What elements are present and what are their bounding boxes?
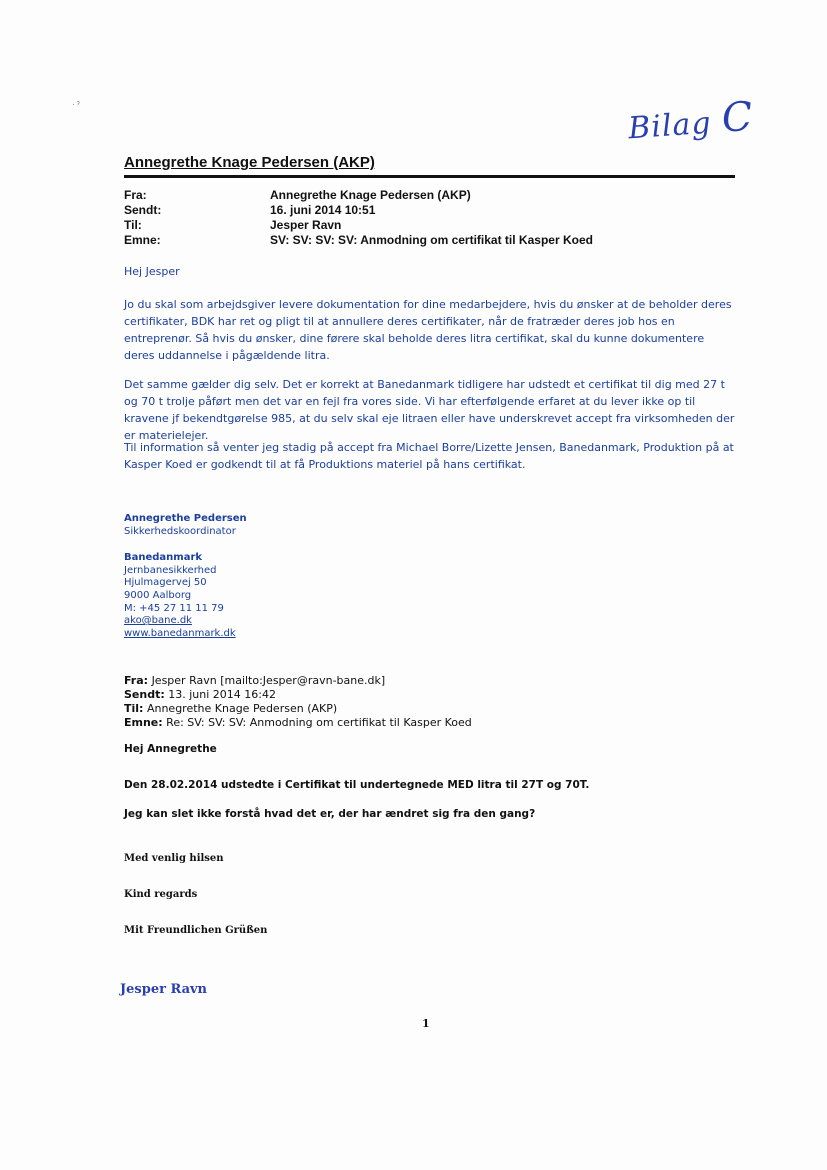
body-paragraph-3 — [124, 439, 736, 473]
fwd-line-1: Den 28.02.2014 udstedte i Certifikat til undertegnede MED litra til 27T og 70T. — [124, 779, 590, 791]
forwarded-meta — [124, 674, 472, 730]
fwd-from-value: Jesper Ravn [mailto:Jesper@ravn-bane.dk] — [151, 674, 386, 687]
fwd-closing-1: Med venlig hilsen — [124, 853, 224, 864]
signature-dept: Jernbanesikkerhed — [124, 564, 217, 576]
from-value: Annegrethe Knage Pedersen (AKP) — [270, 188, 471, 202]
greeting-text: Hej Jesper — [124, 265, 180, 278]
signature-name: Annegrethe Pedersen — [124, 513, 247, 524]
subject-value: SV: SV: SV: SV: Anmodning om certifikat til Kasper Koed — [270, 233, 593, 247]
fwd-closing-2: Kind regards — [124, 889, 198, 900]
to-label: Til: — [124, 218, 142, 232]
sent-value: 16. juni 2014 10:51 — [270, 203, 376, 217]
signature-city: 9000 Aalborg — [124, 589, 192, 601]
stamp-text: Bilag — [627, 105, 713, 147]
page-number: 1 — [422, 1017, 430, 1030]
fwd-greeting: Hej Annegrethe — [124, 743, 217, 755]
body-greeting — [124, 263, 744, 280]
body-paragraph-1 — [124, 296, 736, 364]
signature-org: Banedanmark — [124, 552, 203, 564]
signature-mobile: M: +45 27 11 11 79 — [124, 602, 224, 614]
fwd-from-label: Fra: — [124, 674, 149, 687]
signature-block — [124, 513, 247, 640]
fwd-subject-label: Emne: — [124, 716, 163, 729]
fwd-subject-value: Re: SV: SV: SV: Anmodning om certifikat til Kasper Koed — [166, 716, 472, 729]
fwd-to-value: Annegrethe Knage Pedersen (AKP) — [146, 702, 338, 715]
fwd-sent-value: 13. juni 2014 16:42 — [168, 688, 276, 701]
fwd-line-2: Jeg kan slet ikke forstå hvad det er, der har ændret sig fra den gang? — [124, 808, 536, 820]
sent-label: Sendt: — [124, 203, 162, 217]
bilag-stamp — [627, 94, 755, 149]
to-value: Jesper Ravn — [270, 218, 342, 232]
signature-street: Hjulmagervej 50 — [124, 577, 207, 589]
header-sender-name: Annegrethe Knage Pedersen (AKP) — [124, 154, 375, 171]
fwd-sent-label: Sendt: — [124, 688, 165, 701]
scan-specks: · ˀ — [72, 100, 80, 109]
paragraph-2-text: Det samme gælder dig selv. Det er korrekt at Banedanmark tidligere har udstedt et certifikat til dig med 27 t og 70 t trolje påført men det var en fejl fra vores side. Vi har efterfølgende erfaret at du lever ikke op til kravene jf bekendtgørelse 985, at du selv skal eje litraen eller have underskrevet accept fra virksomheden der er materielejer. — [124, 378, 735, 442]
subject-label: Emne: — [124, 233, 161, 247]
email-meta — [124, 188, 593, 248]
signature-web-link[interactable]: www.banedanmark.dk — [124, 627, 236, 639]
paragraph-3-text: Til information så venter jeg stadig på accept fra Michael Borre/Lizette Jensen, Banedanmark, Produktion på at Kasper Koed er godkendt til at få Produktions materiel på hans certifikat. — [124, 441, 734, 471]
fwd-to-label: Til: — [124, 702, 144, 715]
stamp-letter: C — [720, 93, 755, 142]
signature-title: Sikkerhedskoordinator — [124, 525, 236, 537]
from-label: Fra: — [124, 188, 147, 202]
header-rule — [124, 175, 735, 178]
signature-email-link[interactable]: ako@bane.dk — [124, 615, 192, 627]
fwd-sender-name: Jesper Ravn — [120, 982, 208, 997]
paragraph-1-text: Jo du skal som arbejdsgiver levere dokumentation for dine medarbejdere, hvis du ønsker at de beholder deres certifikater, BDK har ret og pligt til at annullere deres certifikater, når de fratræder deres job hos en entreprenør. Så hvis du ønsker, dine førere skal beholde deres litra certifikat, skal du kunne dokumentere deres uddannelse i pågældende litra. — [124, 298, 732, 362]
body-paragraph-2 — [124, 376, 736, 444]
fwd-closing-3: Mit Freundlichen Grüßen — [124, 925, 268, 936]
